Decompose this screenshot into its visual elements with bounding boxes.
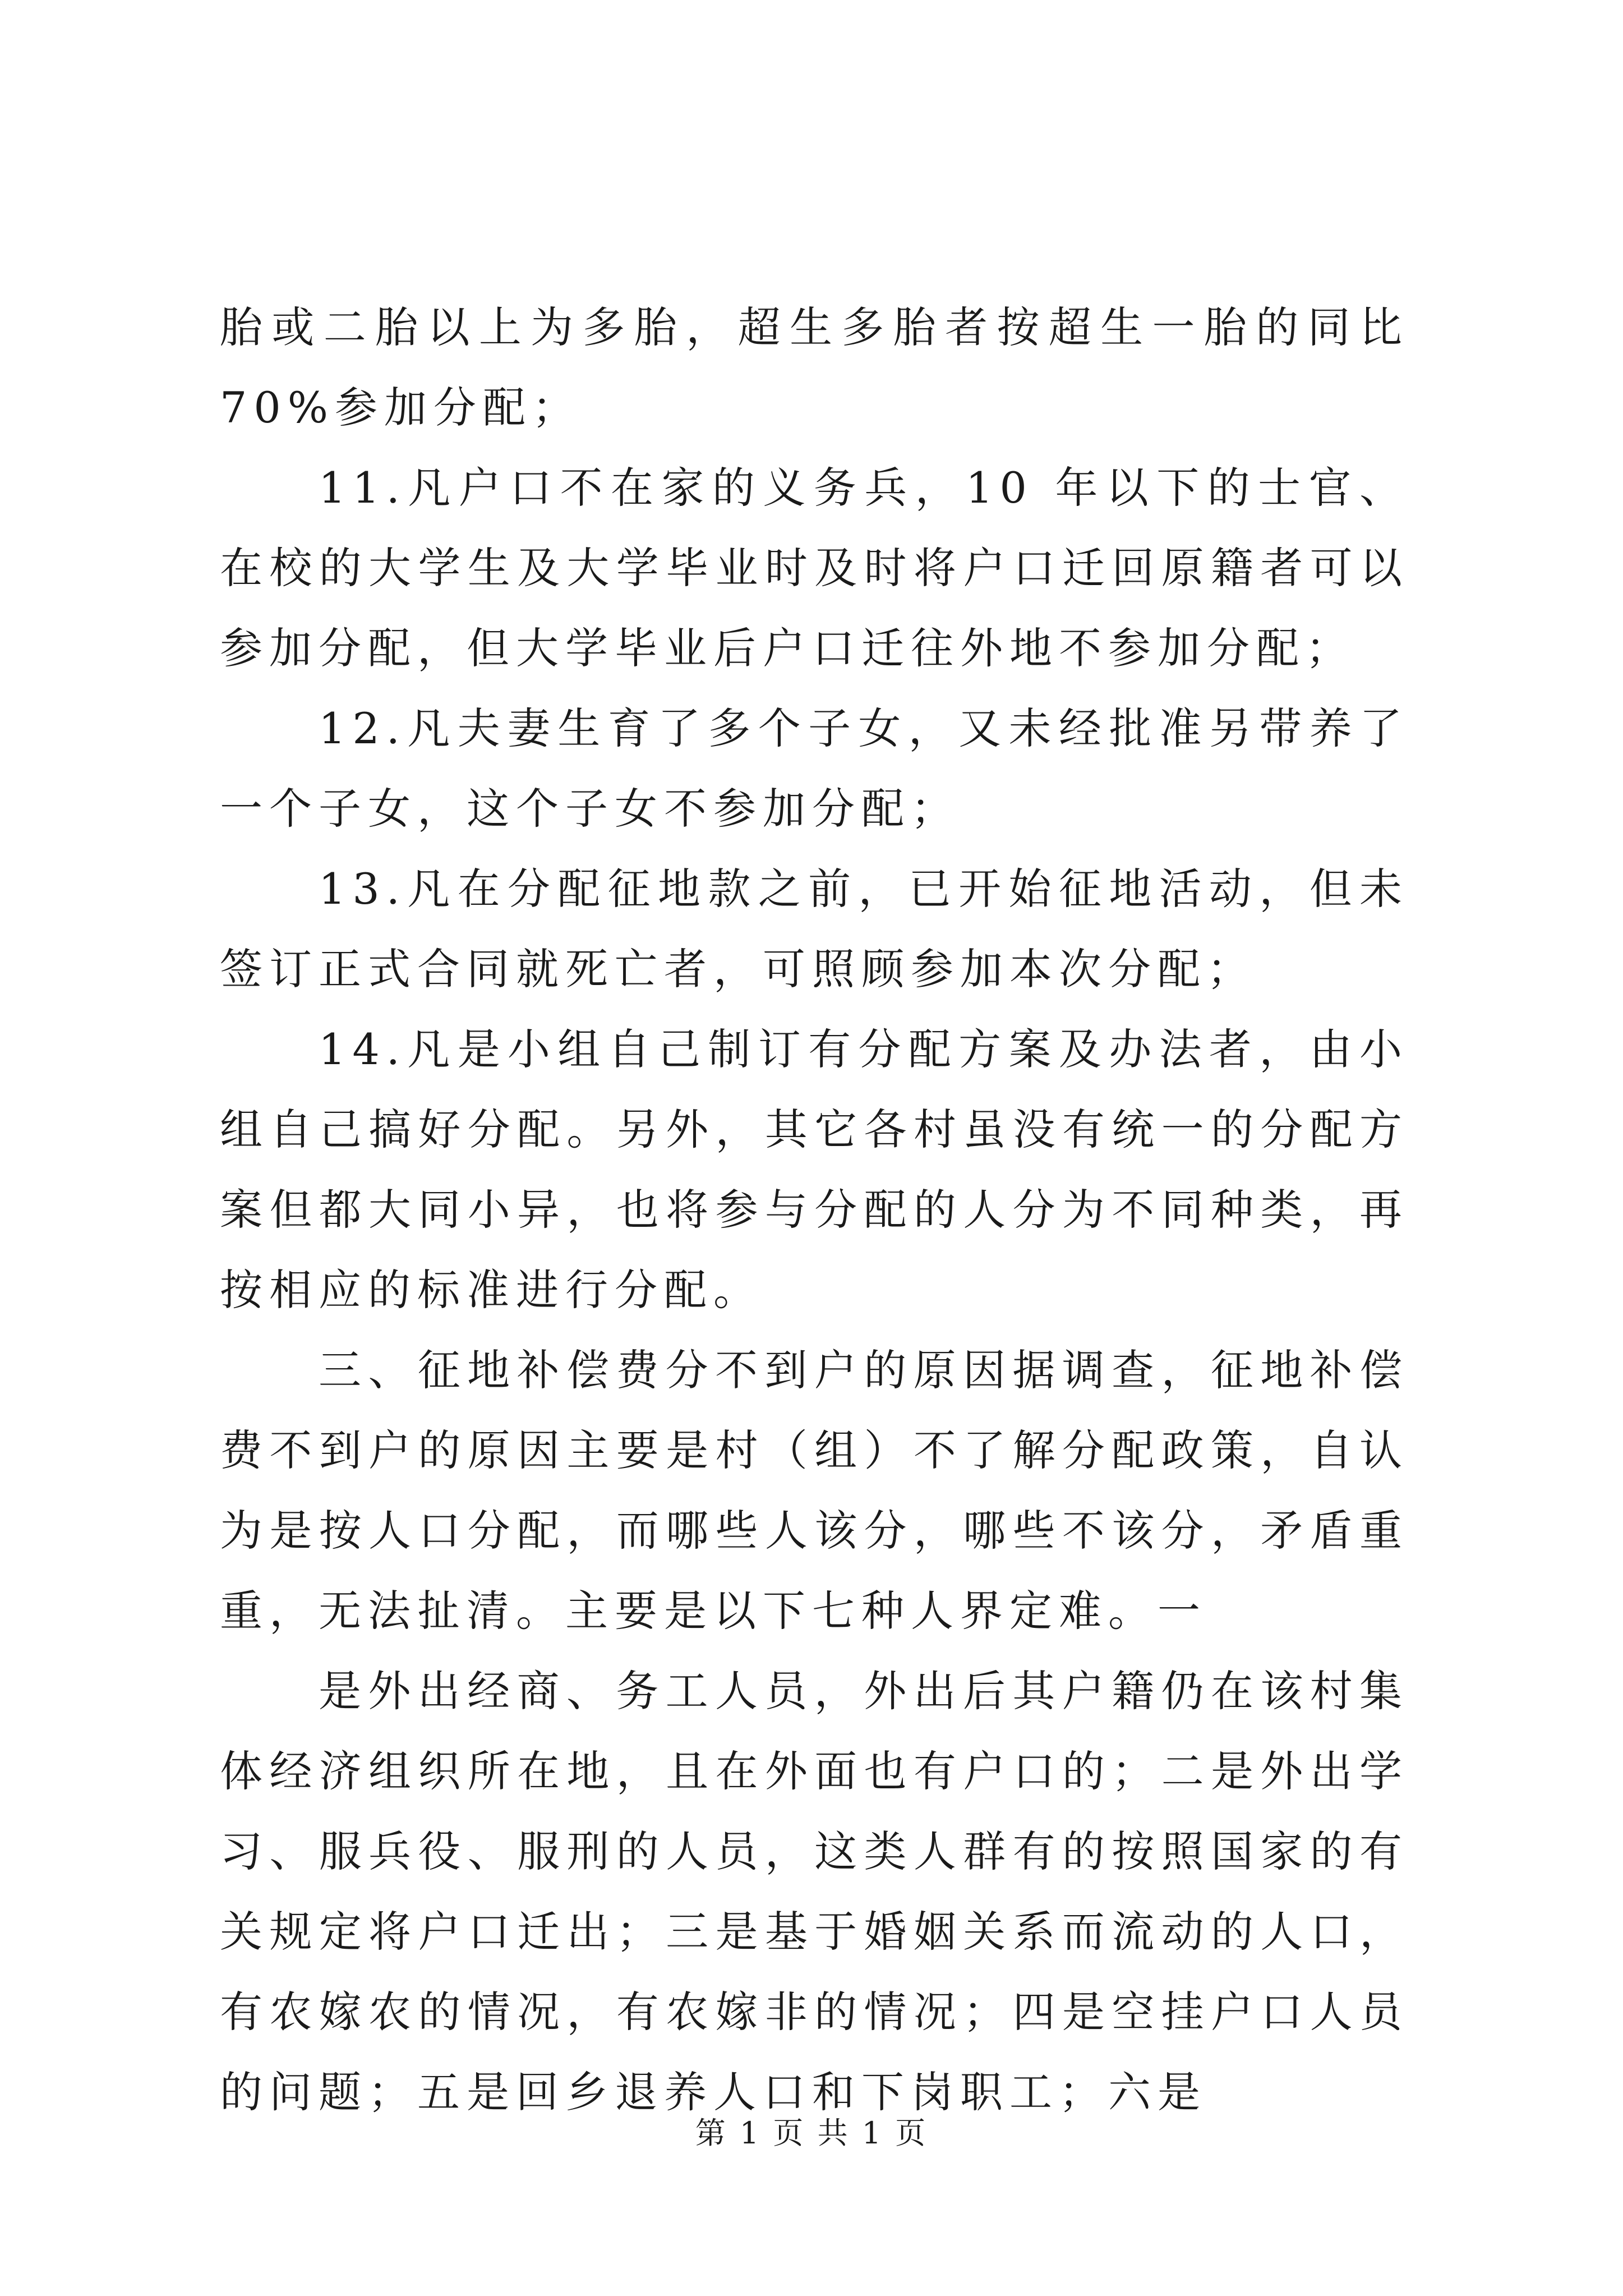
document-body <box>220 287 1409 2132</box>
paragraph-continuation: 胎或二胎以上为多胎，超生多胎者按超生一胎的同比 70%参加分配； <box>220 302 1409 432</box>
paragraph-categories: 是外出经商、务工人员，外出后其户籍仍在该村集体经济组织所在地，且在外面也有户口的；二是外出学习、服兵役、服刑的人员，这类人群有的按照国家的有关规定将户口迁出；三是基于婚姻关系而流动的人口，有农嫁农的情况，有农嫁非的情况；四是空挂户口人员的问题；五是回乡退养人口和下岗职工；六是 <box>220 1666 1409 2117</box>
page-footer: 第 1 页 共 1 页 <box>695 2115 928 2151</box>
paragraph-item-13: 13.凡在分配征地款之前，已开始征地活动，但未签订正式合同就死亡者，可照顾参加本次分配； <box>220 864 1409 994</box>
paragraph-item-12: 12.凡夫妻生育了多个子女，又未经批准另带养了一个子女，这个子女不参加分配； <box>220 703 1409 834</box>
paragraph-section-three: 三、征地补偿费分不到户的原因据调查，征地补偿费不到户的原因主要是村（组）不了解分配政策，自认为是按人口分配，而哪些人该分，哪些不该分，矛盾重重，无法扯清。主要是以下七种人界定难。一 <box>220 1345 1409 1636</box>
paragraph-item-11: 11.凡户口不在家的义务兵，10 年以下的士官、在校的大学生及大学毕业时及时将户口迁回原籍者可以参加分配，但大学毕业后户口迁往外地不参加分配； <box>220 463 1409 673</box>
paragraph-item-14: 14.凡是小组自己制订有分配方案及办法者，由小组自己搞好分配。另外，其它各村虽没有统一的分配方案但都大同小异，也将参与分配的人分为不同种类，再按相应的标准进行分配。 <box>220 1024 1409 1315</box>
